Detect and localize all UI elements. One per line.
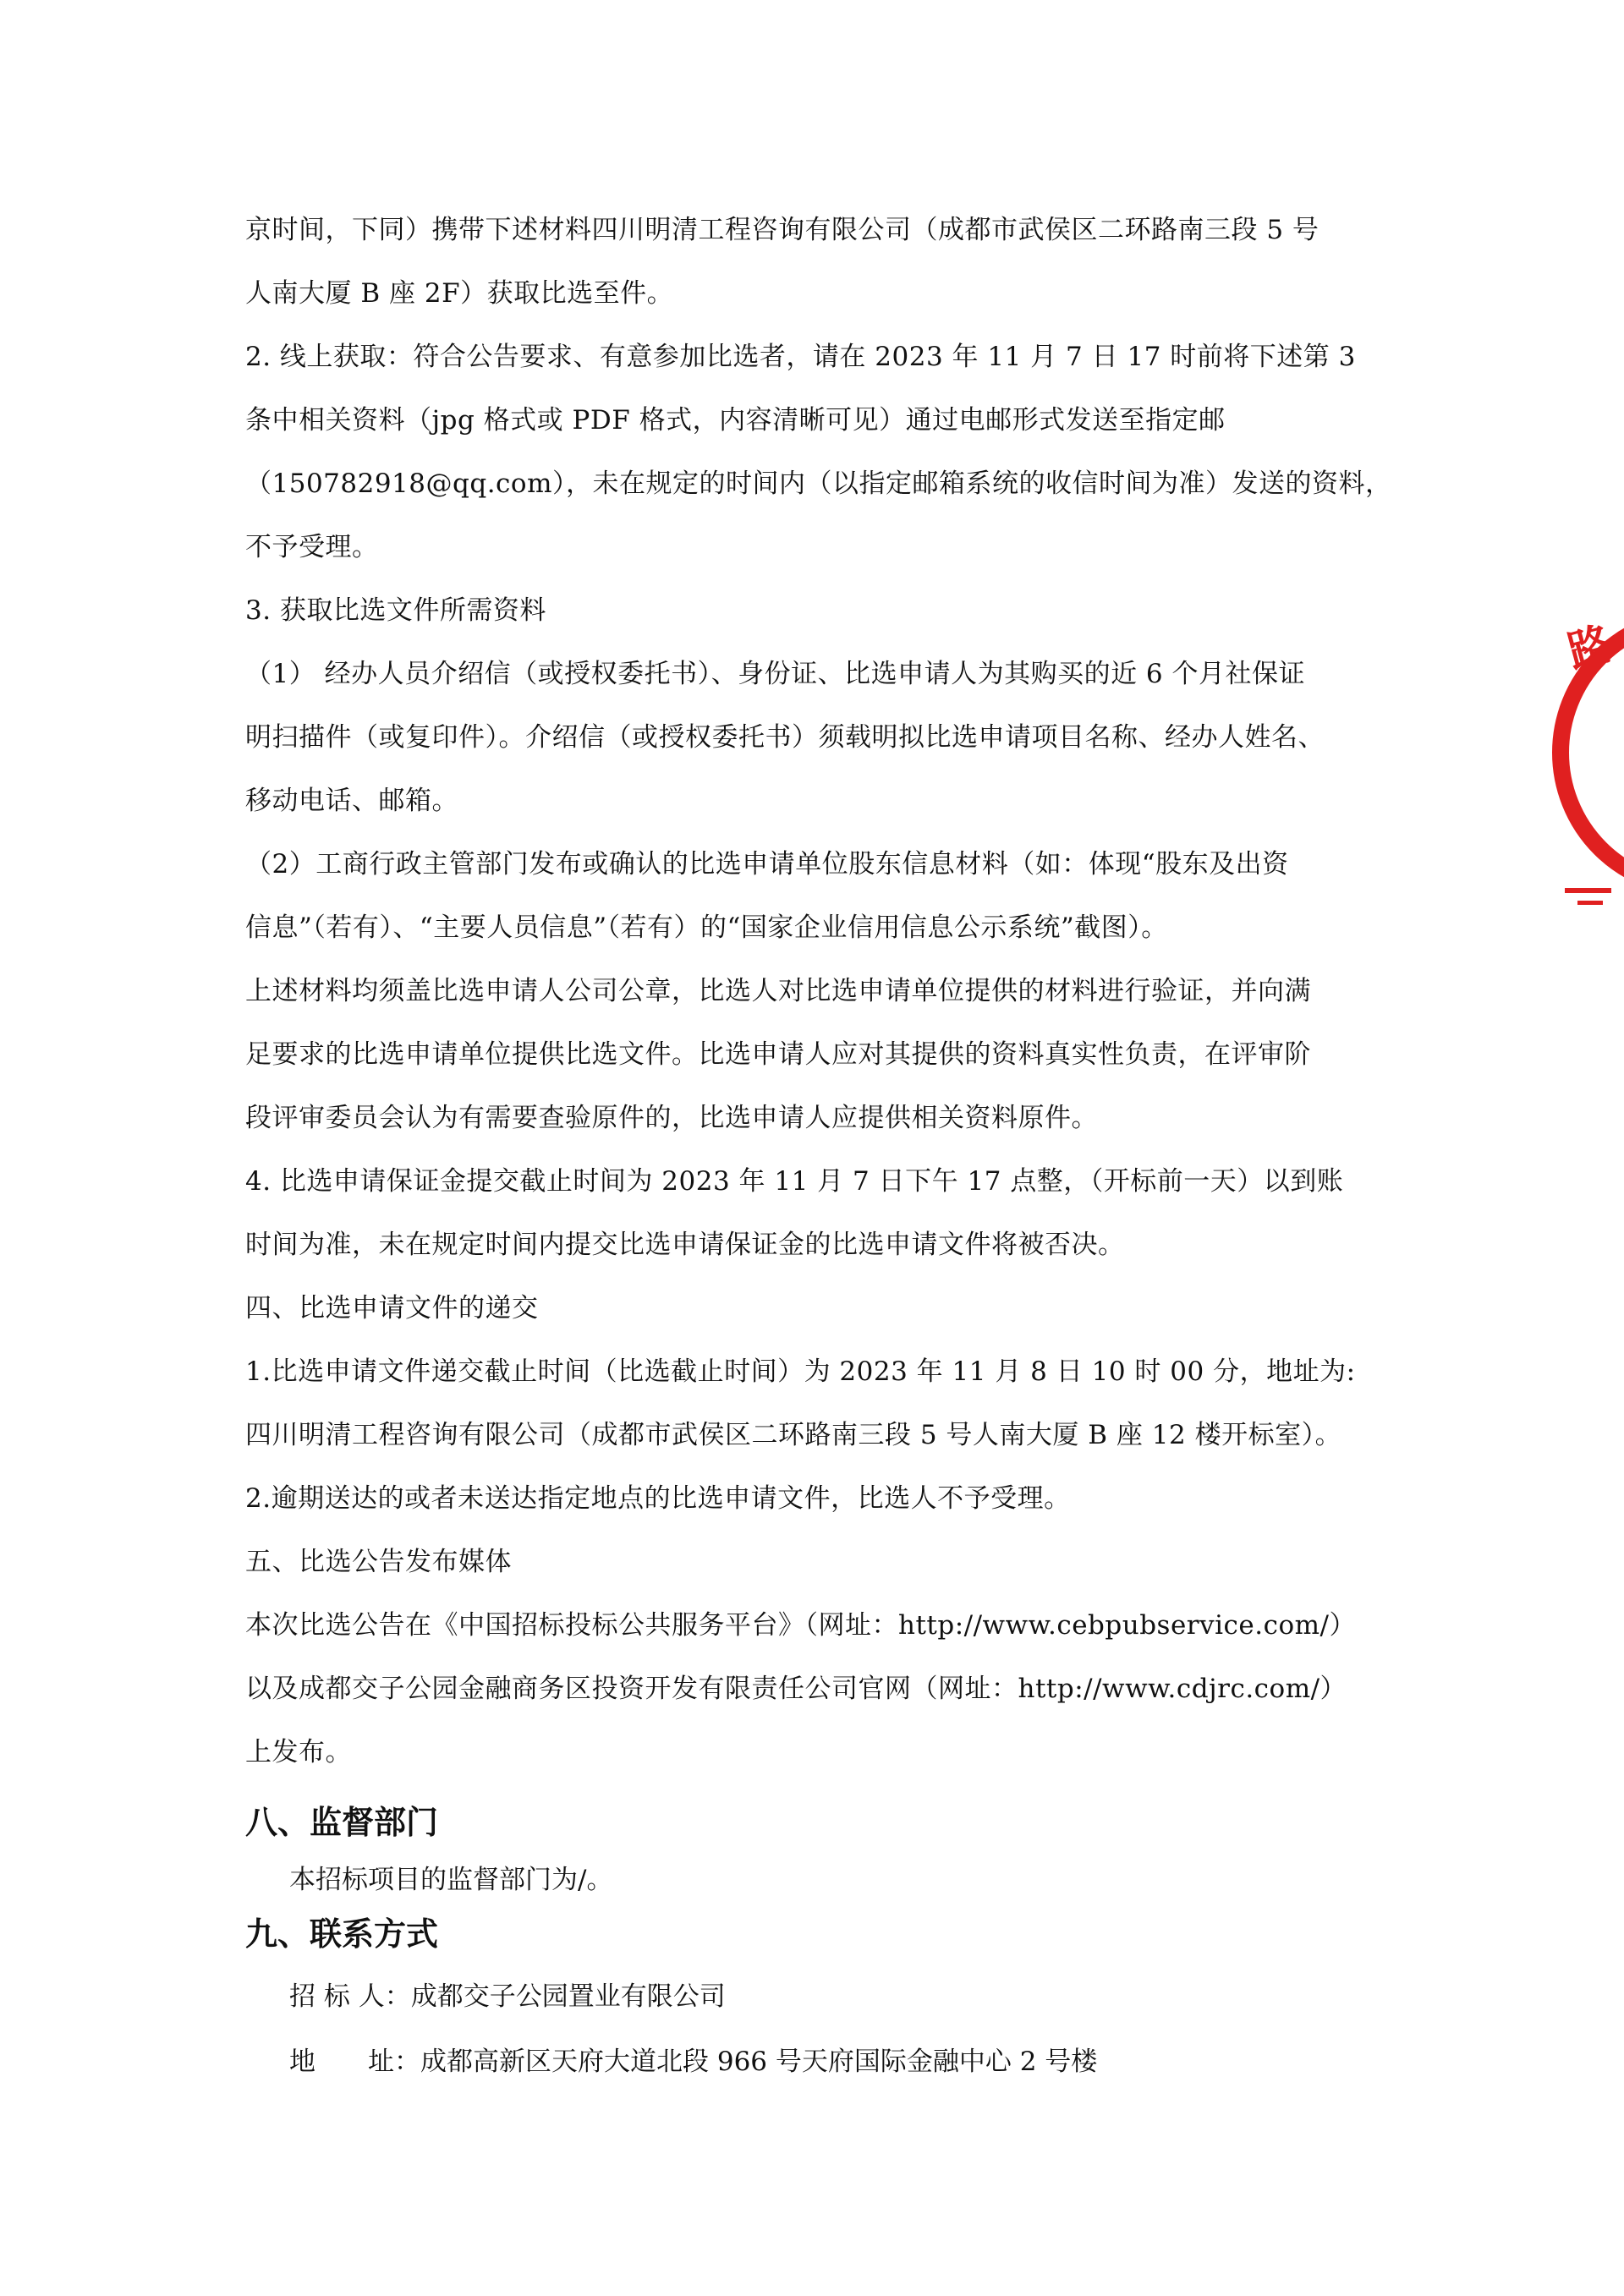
text-line: 时间为准，未在规定时间内提交比选申请保证金的比选申请文件将被否决。 — [245, 1230, 1125, 1260]
text-line: 移动电话、邮箱。 — [245, 786, 458, 816]
text-line: 上发布。 — [245, 1737, 352, 1767]
text-line: 四、比选申请文件的递交 — [245, 1293, 539, 1323]
text-line: 2. 线上获取：符合公告要求、有意参加比选者，请在 2023 年 11 月 7 日 17 时前将下述第 3 — [245, 342, 1356, 372]
text-line: 3. 获取比选文件所需资料 — [245, 595, 546, 626]
section-title-media — [245, 1531, 1379, 1594]
paragraph-submission-deadline — [245, 1340, 1379, 1467]
paragraph-material-2 — [245, 833, 1379, 960]
paragraph-publication-media — [245, 1594, 1379, 1784]
company-seal — [1552, 584, 1624, 939]
paragraph-online-pickup — [245, 326, 1392, 579]
supervision-body: 本招标项目的监督部门为/。 — [289, 1865, 613, 1895]
section-heading-supervision: 八、监督部门 — [245, 1804, 439, 1841]
paragraph-required-materials-title — [245, 579, 1379, 643]
section-title-submission — [245, 1277, 1379, 1340]
paragraph-late-submission — [245, 1467, 1379, 1531]
text-line: （2）工商行政主管部门发布或确认的比选申请单位股东信息材料（如：体现“股东及出资 — [245, 849, 1289, 879]
text-line: 以及成都交子公园金融商务区投资开发有限责任公司官网（网址：http://www.cdjrc.com/） — [245, 1674, 1347, 1704]
text-line: 四川明清工程咨询有限公司（成都市武侯区二环路南三段 5 号人南大厦 B 座 12 楼开标室）。 — [245, 1420, 1342, 1450]
text-line: （150782918@qq.com），未在规定的时间内（以指定邮箱系统的收信时间为准）发送的资料， — [245, 469, 1392, 499]
address-value: 成都高新区天府大道北段 966 号天府国际金融中心 2 号楼 — [420, 2047, 1098, 2077]
paragraph-pickup-location — [245, 199, 1379, 326]
text-line: 足要求的比选申请单位提供比选文件。比选申请人应对其提供的资料真实性负责，在评审阶 — [245, 1039, 1311, 1070]
text-line: 人南大厦 B 座 2F）获取比选至件。 — [245, 278, 674, 309]
svg-text:路: 路 — [1562, 617, 1619, 679]
tenderer-label: 招 标 人： — [289, 1981, 411, 2012]
text-line: （1） 经办人员介绍信（或授权委托书）、身份证、比选申请人为其购买的近 6 个月社保证 — [245, 659, 1306, 689]
text-line: 不予受理。 — [245, 532, 379, 562]
address-label: 地 址： — [289, 2047, 420, 2077]
text-line: 信息”（若有）、“主要人员信息”（若有）的“国家企业信用信息公示系统”截图）。 — [245, 912, 1168, 943]
paragraph-deposit-deadline — [245, 1150, 1379, 1277]
paragraph-seal-requirement — [245, 960, 1379, 1150]
text-line: 上述材料均须盖比选申请人公司公章，比选人对比选申请单位提供的材料进行验证，并向满 — [245, 976, 1311, 1006]
paragraph-material-1 — [245, 643, 1379, 833]
text-line: 明扫描件（或复印件）。介绍信（或授权委托书）须载明拟比选申请项目名称、经办人姓名、 — [245, 722, 1325, 753]
text-line: 本次比选公告在《中国招标投标公共服务平台》（网址：http://www.cebpubservice.com/） — [245, 1610, 1356, 1641]
section-heading-contact: 九、联系方式 — [245, 1915, 439, 1953]
text-line: 2.逾期送达的或者未送达指定地点的比选申请文件，比选人不予受理。 — [245, 1483, 1071, 1514]
text-line: 五、比选公告发布媒体 — [245, 1547, 512, 1577]
text-line: 条中相关资料（jpg 格式或 PDF 格式，内容清晰可见）通过电邮形式发送至指定邮 — [245, 405, 1226, 436]
tenderer-value: 成都交子公园置业有限公司 — [410, 1981, 726, 2012]
tenderer-row — [289, 1967, 726, 2026]
text-line: 1.比选申请文件递交截止时间（比选截止时间）为 2023 年 11 月 8 日 10 时 00 分，地址为: — [245, 1356, 1356, 1387]
text-line: 段评审委员会认为有需要查验原件的，比选申请人应提供相关资料原件。 — [245, 1103, 1098, 1133]
address-row — [289, 2032, 1097, 2091]
text-line: 京时间，下同）携带下述材料四川明清工程咨询有限公司（成都市武侯区二环路南三段 5 号 — [245, 215, 1320, 245]
text-line: 4. 比选申请保证金提交截止时间为 2023 年 11 月 7 日下午 17 点整，（开标前一天）以到账 — [245, 1166, 1344, 1197]
